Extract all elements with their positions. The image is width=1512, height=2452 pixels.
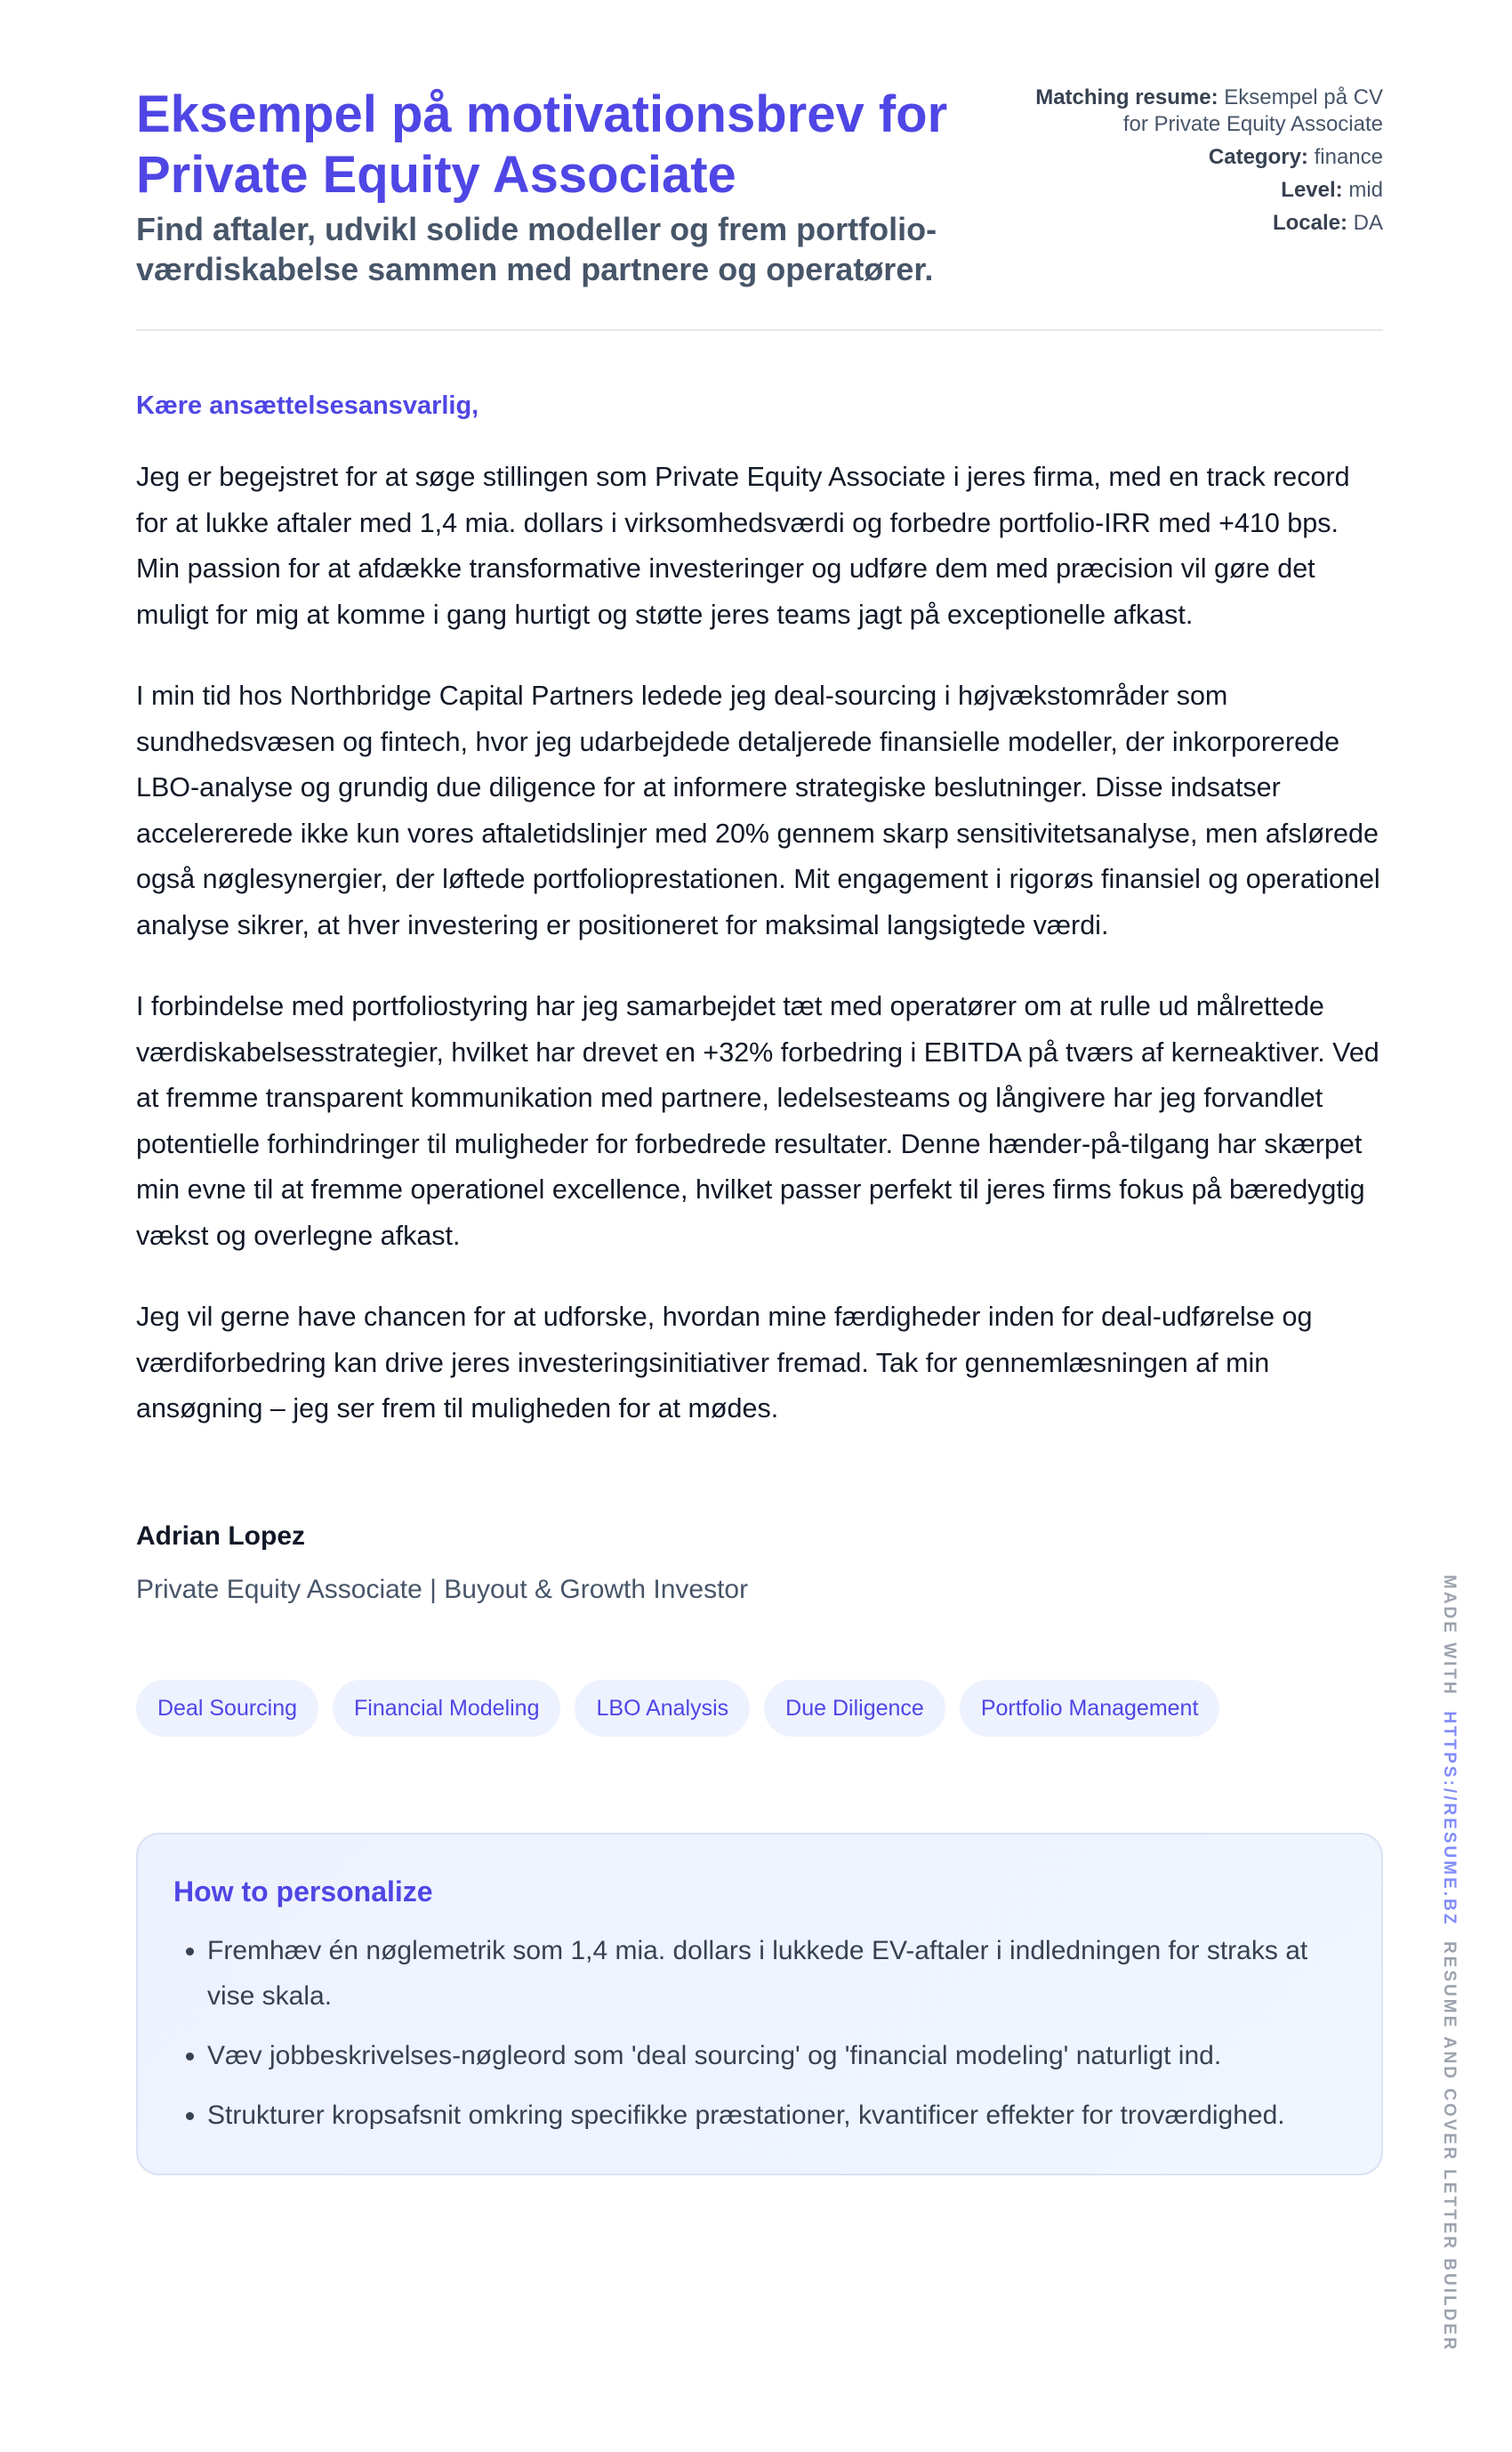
skill-tag: Deal Sourcing [136, 1680, 318, 1737]
letter-paragraph: I min tid hos Northbridge Capital Partners ledede jeg deal-sourcing i højvækstområder som sundhedsvæsen og fintech, hvor jeg udarbejdede detaljerede finansielle modeller, der inkorporerede LBO-analyse og grundig due diligence for at informere strategiske beslutninger. Disse indsatser accelererede ikke kun vores aftaletidslinjer med 20% gennem skarp sensitivitetsanalyse, men afslørede også nøglesynergier, der løftede portfolioprestationen. Mit engagement i rigorøs finansiel og operationel analyse sikrer, at hver investering er positioneret for maksimal langsigtede værdi. [136, 681, 1380, 940]
meta-locale-label: Locale: [1272, 211, 1347, 235]
meta-level-label: Level: [1281, 178, 1343, 202]
skill-tag: Financial Modeling [333, 1680, 560, 1737]
meta-category [1027, 144, 1383, 171]
meta-level-value: mid [1348, 178, 1383, 202]
meta-category-label: Category: [1208, 145, 1308, 169]
meta-locale [1027, 210, 1383, 237]
tips-list [173, 1928, 1346, 2138]
meta-category-value: finance [1314, 145, 1383, 169]
page-title: Eksempel på motivationsbrev for Private Equity Associate [136, 85, 948, 204]
cover-letter-page [136, 85, 1383, 2175]
letter-paragraph: Jeg er begejstret for at søge stillingen som Private Equity Associate i jeres firma, med en track record for at lukke aftaler med 1,4 mia. dollars i virksomhedsværdi og forbedre portfolio-IRR med +410 bps. Min passion for at afdække transformative investeringer og udføre dem med præcision vil gøre det muligt for mig at komme i gang hurtigt og støtte jeres teams jagt på exceptionelle afkast. [136, 462, 1350, 630]
signature-title: Private Equity Associate | Buyout & Growth Investor [136, 1574, 749, 1604]
meta-panel [1027, 85, 1383, 243]
meta-matching-resume-value: Eksempel på CV for Private Equity Associate [1122, 85, 1383, 136]
meta-matching-resume [1027, 85, 1383, 138]
resume-bz-link[interactable]: HTTPS://RESUME.BZ [1440, 1711, 1459, 1927]
personalize-tips-box [136, 1833, 1383, 2175]
meta-level [1027, 177, 1383, 204]
skill-tags [136, 1680, 1383, 1737]
meta-matching-resume-label: Matching resume: [1035, 85, 1218, 109]
skill-tag: Portfolio Management [960, 1680, 1220, 1737]
meta-locale-value: DA [1353, 211, 1383, 235]
tip-item: • Fremhæv én nøglemetrik som 1,4 mia. dollars i lukkede EV-aftaler i indledningen for straks at vise skala. [207, 1928, 1346, 2019]
made-with-banner [1439, 1575, 1459, 2352]
letter-paragraph: Jeg vil gerne have chancen for at udforske, hvordan mine færdigheder inden for deal-udførelse og værdiforbedring kan drive jeres investeringsinitiativer fremad. Tak for gennemlæsningen af min ansøgning – jeg ser frem til muligheden for at mødes. [136, 1302, 1313, 1424]
page-header [136, 85, 1383, 331]
tips-title: How to personalize [173, 1875, 433, 1908]
letter-greeting: Kære ansættelsesansvarlig, [136, 391, 479, 420]
signature-name: Adrian Lopez [136, 1520, 306, 1551]
tip-item: • Strukturer kropsafsnit omkring specifikke præstationer, kvantificer effekter for troværdighed. [207, 2093, 1346, 2138]
builder-tagline: RESUME AND COVER LETTER BUILDER [1440, 1940, 1459, 2352]
made-with-label: MADE WITH [1440, 1575, 1459, 1697]
tip-item: • Væv jobbeskrivelses-nøgleord som 'deal sourcing' og 'financial modeling' naturligt ind. [207, 2033, 1346, 2078]
skill-tag: Due Diligence [764, 1680, 945, 1737]
skill-tag: LBO Analysis [575, 1680, 750, 1737]
page-subtitle: Find aftaler, udvikl solide modeller og frem portfolio-værdiskabelse sammen med partnere og operatører. [136, 211, 937, 287]
letter-paragraph: I forbindelse med portfoliostyring har jeg samarbejdet tæt med operatører om at rulle ud målrettede værdiskabelsesstrategier, hvilket har drevet en +32% forbedring i EBITDA på tværs af kerneaktiver. Ved at fremme transparent kommunikation med partnere, ledelsesteams og långivere har jeg forvandlet potentielle forhindringer til muligheder for forbedrede resultater. Denne hænder-på-tilgang har skærpet min evne til at fremme operationel excellence, hvilket passer perfekt til jeres firms fokus på bæredygtig vækst og overlegne afkast. [136, 991, 1379, 1251]
